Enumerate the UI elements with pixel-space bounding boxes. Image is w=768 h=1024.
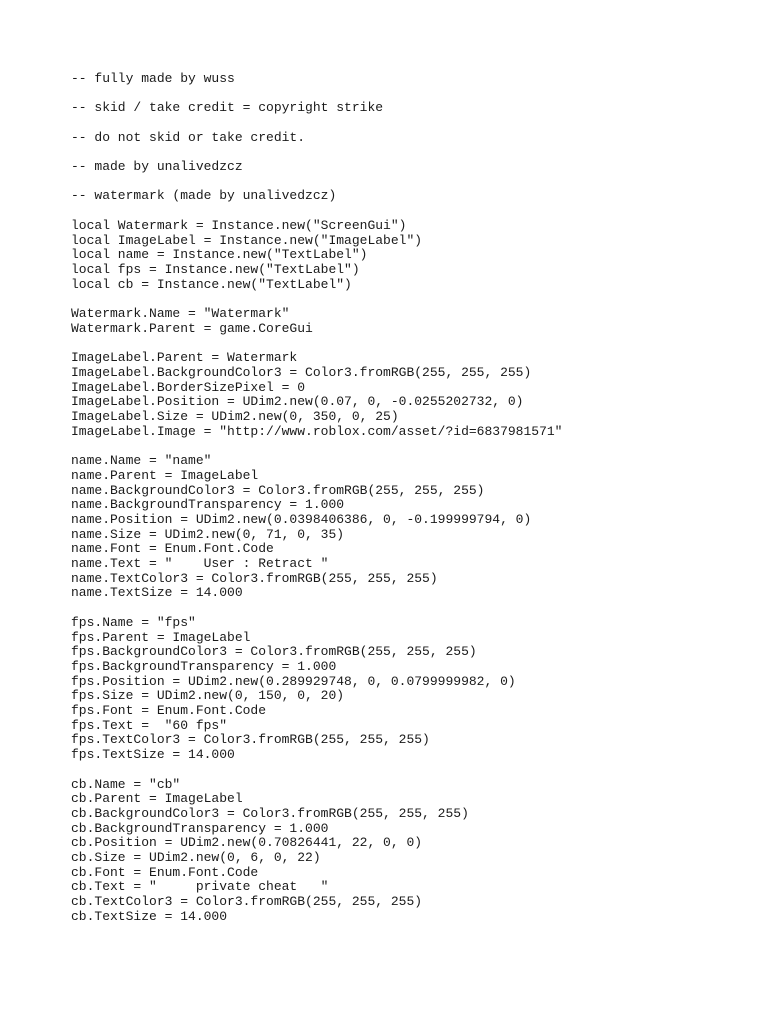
- code-line: name.Font = Enum.Font.Code: [71, 541, 274, 557]
- blank-line: [71, 292, 731, 307]
- code-line: fps.Font = Enum.Font.Code: [71, 703, 267, 719]
- code-line: fps.Text = "60 fps": [71, 717, 228, 733]
- code-section: [71, 219, 731, 925]
- code-line: local ImageLabel = Instance.new("ImageLabel"): [71, 232, 423, 248]
- code-line: cb.TextColor3 = Color3.fromRGB(255, 255, 255): [71, 894, 423, 910]
- code-line: cb.BackgroundColor3 = Color3.fromRGB(255, 255, 255): [71, 805, 469, 821]
- code-line: name.TextColor3 = Color3.fromRGB(255, 255, 255): [71, 570, 438, 586]
- code-line: local fps = Instance.new("TextLabel"): [71, 262, 360, 277]
- code-line: fps.TextSize = 14.000: [71, 747, 235, 763]
- code-document: [71, 72, 731, 925]
- code-line: ImageLabel.Image = "http://www.roblox.com/asset/?id=6837981571": [71, 423, 563, 439]
- code-line: fps.TextColor3 = Color3.fromRGB(255, 255, 255): [71, 732, 430, 748]
- blank-line: [71, 337, 731, 352]
- code-line: fps.BackgroundColor3 = Color3.fromRGB(255, 255, 255): [71, 644, 477, 660]
- code-line: cb.Position = UDim2.new(0.70826441, 22, 0, 0): [71, 835, 423, 851]
- blank-line: [71, 601, 731, 616]
- blank-line: [71, 763, 731, 778]
- code-line: fps.Name = "fps": [71, 614, 196, 630]
- code-line: ImageLabel.Parent = Watermark: [71, 350, 298, 366]
- code-line: local Watermark = Instance.new("ScreenGui"): [71, 217, 407, 233]
- blank-line: [71, 439, 731, 454]
- code-line: local cb = Instance.new("TextLabel"): [71, 276, 352, 292]
- code-line: fps.Size = UDim2.new(0, 150, 0, 20): [71, 688, 345, 704]
- comment-line: -- made by unalivedzcz: [71, 158, 243, 174]
- code-line: local name = Instance.new("TextLabel"): [71, 247, 368, 263]
- code-line: cb.TextSize = 14.000: [71, 908, 228, 924]
- code-line: cb.Text = " private cheat ": [71, 879, 329, 895]
- code-line: fps.Position = UDim2.new(0.289929748, 0, 0.0799999982, 0): [71, 673, 516, 689]
- code-line: cb.Parent = ImageLabel: [71, 791, 243, 807]
- code-line: cb.Size = UDim2.new(0, 6, 0, 22): [71, 850, 321, 866]
- code-line: name.Text = " User : Retract ": [71, 556, 329, 572]
- code-line: cb.Font = Enum.Font.Code: [71, 864, 259, 880]
- code-line: cb.BackgroundTransparency = 1.000: [71, 820, 329, 836]
- code-line: name.TextSize = 14.000: [71, 585, 243, 601]
- code-line: name.Position = UDim2.new(0.0398406386, 0, -0.199999794, 0): [71, 511, 532, 527]
- comment-line: -- watermark (made by unalivedzcz): [71, 188, 337, 204]
- code-line: name.Name = "name": [71, 453, 212, 469]
- code-line: name.BackgroundTransparency = 1.000: [71, 497, 345, 513]
- code-line: name.Parent = ImageLabel: [71, 467, 259, 483]
- comment-line: -- fully made by wuss: [71, 71, 235, 86]
- code-line: ImageLabel.BackgroundColor3 = Color3.fromRGB(255, 255, 255): [71, 364, 532, 380]
- code-line: name.Size = UDim2.new(0, 71, 0, 35): [71, 526, 345, 542]
- code-line: fps.Parent = ImageLabel: [71, 629, 251, 645]
- code-line: Watermark.Name = "Watermark": [71, 306, 290, 322]
- code-line: Watermark.Parent = game.CoreGui: [71, 320, 313, 336]
- comment-section: [71, 72, 731, 204]
- comment-line: -- skid / take credit = copyright strike: [71, 100, 384, 116]
- code-line: ImageLabel.Size = UDim2.new(0, 350, 0, 25): [71, 409, 399, 424]
- comment-line: -- do not skid or take credit.: [71, 129, 306, 145]
- code-line: cb.Name = "cb": [71, 776, 181, 792]
- code-line: ImageLabel.BorderSizePixel = 0: [71, 379, 306, 395]
- code-line: name.BackgroundColor3 = Color3.fromRGB(255, 255, 255): [71, 482, 485, 498]
- code-line: fps.BackgroundTransparency = 1.000: [71, 658, 337, 674]
- code-line: ImageLabel.Position = UDim2.new(0.07, 0, -0.0255202732, 0): [71, 394, 524, 410]
